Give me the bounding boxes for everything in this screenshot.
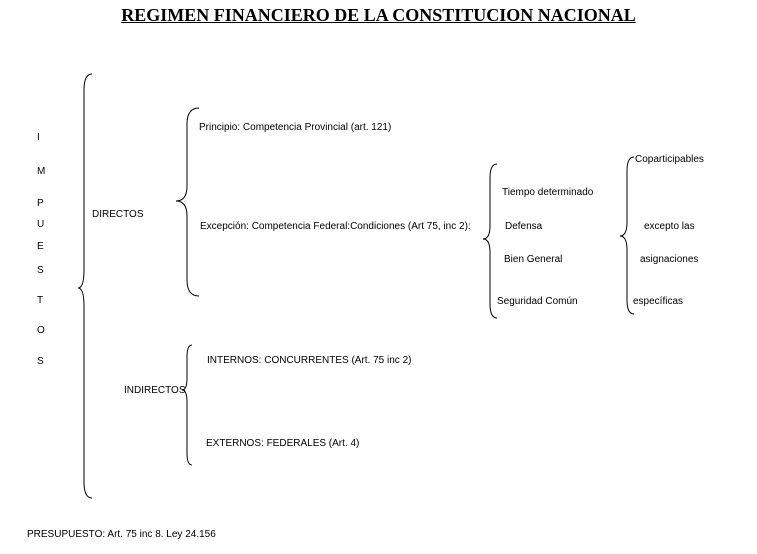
brace-condiciones [483, 164, 497, 318]
brace-directos [176, 108, 199, 296]
directos-label: DIRECTOS [92, 209, 144, 220]
diagram-title: REGIMEN FINANCIERO DE LA CONSTITUCION NACIONAL [121, 5, 636, 25]
brace-indirectos [182, 345, 192, 465]
impuestos-letter: S [37, 265, 44, 276]
indirectos-label: INDIRECTOS [124, 385, 186, 396]
presupuesto-footer: PRESUPUESTO: Art. 75 inc 8. Ley 24.156 [27, 529, 216, 540]
principio-text: Principio: Competencia Provincial (art. 121) [199, 122, 392, 133]
condicion-item: Defensa [505, 221, 543, 232]
impuestos-letter: O [37, 325, 45, 336]
impuestos-letter: I [37, 132, 40, 143]
brace-nota [620, 157, 634, 314]
nota-line: asignaciones [640, 254, 699, 265]
condicion-item: Seguridad Común [497, 296, 578, 307]
internos-text: INTERNOS: CONCURRENTES (Art. 75 inc 2) [207, 355, 412, 366]
brace-impuestos [78, 74, 92, 498]
impuestos-letter: M [37, 166, 46, 177]
impuestos-letter: S [37, 356, 44, 367]
condicion-item: Tiempo determinado [502, 187, 594, 198]
impuestos-letter: T [37, 295, 44, 306]
excepcion-text: Excepción: Competencia Federal:Condiciones (Art 75, inc 2): [200, 221, 471, 232]
impuestos-letter: U [37, 219, 45, 230]
nota-line: específicas [633, 296, 684, 307]
impuestos-letter: E [37, 241, 44, 252]
nota-line: excepto las [644, 221, 695, 232]
nota-line: Coparticipables [635, 154, 704, 165]
condicion-item: Bien General [504, 254, 563, 265]
externos-text: EXTERNOS: FEDERALES (Art. 4) [206, 438, 360, 449]
impuestos-letter: P [37, 198, 44, 209]
